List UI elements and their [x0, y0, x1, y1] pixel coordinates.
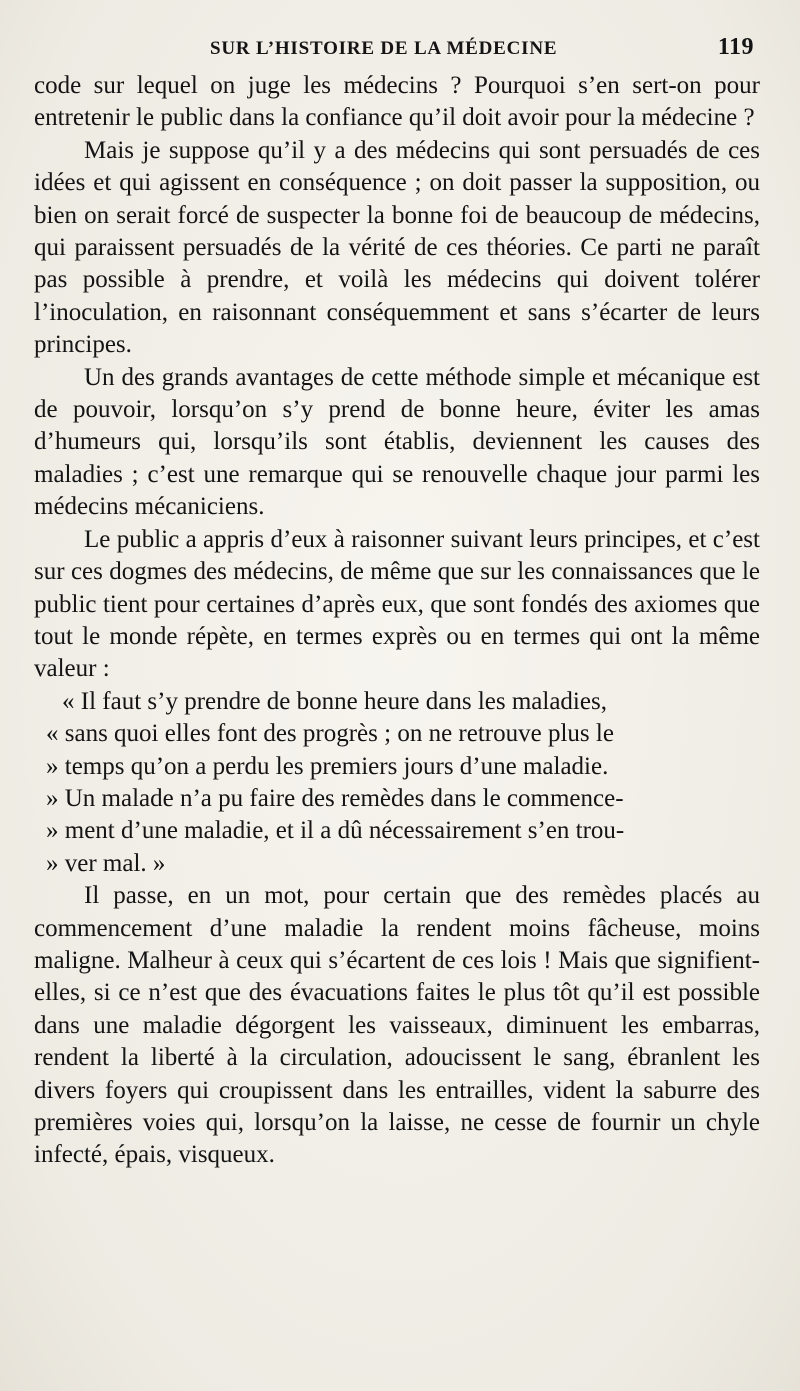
body-text [34, 70, 760, 1172]
quote-line: » temps qu’on a perdu les premiers jours d’une maladie. [46, 752, 609, 780]
quoted-axiom [34, 686, 760, 880]
quote-line: » ver mal. » [46, 849, 166, 877]
page-number: 119 [717, 34, 754, 60]
paragraph-conclusion: Il passe, en un mot, pour certain que des remèdes placés au commencement d’une maladie la rendent moins fâcheuse, moins maligne. Malheur à ceux qui s’écartent de ces lois ! Mais que signifient-elles, si ce n’est que des évacuations faites le plus tôt qu’il est possible dans une maladie dégorgent les vaisseaux, diminuent les embarras, rendent la liberté à la circulation, adoucissent le sang, ébranlent les divers foyers qui croupissent dans les entrailles, vident la saburre des premières voies qui, lorsqu’on la laisse, ne cesse de fournir un chyle infecté, épais, visqueux. [34, 882, 760, 1169]
paragraph-continuation: code sur lequel on juge les médecins ? Pourquoi s’en sert-on pour entretenir le public dans la confiance qu’il doit avoir pour la médecine ? [34, 72, 760, 132]
paragraph-supposition: Mais je suppose qu’il y a des médecins qui sont persuadés de ces idées et qui agissent en conséquence ; on doit passer la supposition, ou bien on serait forcé de suspecter la bonne foi de beaucoup de médecins, qui paraissent persuadés de la vérité de ces théories. Ce parti ne paraît pas possible à prendre, et voilà les médecins qui doivent tolérer l’inoculation, en raisonnant conséquemment et sans s’écarter de leurs principes. [34, 136, 760, 359]
paragraph-method-advantages: Un des grands avantages de cette méthode simple et mécanique est de pouvoir, lorsqu’on s’y prend de bonne heure, éviter les amas d’humeurs qui, lorsqu’ils sont établis, deviennent les causes des maladies ; c’est une remarque qui se renouvelle chaque jour parmi les médecins mécaniciens. [34, 363, 760, 521]
quote-line: « Il faut s’y prendre de bonne heure dans les maladies, [62, 687, 607, 715]
quote-line: » Un malade n’a pu faire des remèdes dans le commence- [46, 784, 624, 812]
paragraph-public-reasoning: Le public a appris d’eux à raisonner suivant leurs principes, et c’est sur ces dogmes des médecins, de même que sur les connaissances que le public tient pour certaines d’après eux, que sont fondés des axiomes que tout le monde répète, en termes exprès ou en termes qui ont la même valeur : [34, 525, 760, 683]
page-header [34, 30, 760, 70]
quote-line: » ment d’une maladie, et il a dû nécessairement s’en trou- [46, 817, 625, 845]
quote-line: « sans quoi elles font des progrès ; on ne retrouve plus le [46, 720, 614, 748]
running-head: SUR L’HISTOIRE DE LA MÉDECINE [210, 38, 558, 59]
